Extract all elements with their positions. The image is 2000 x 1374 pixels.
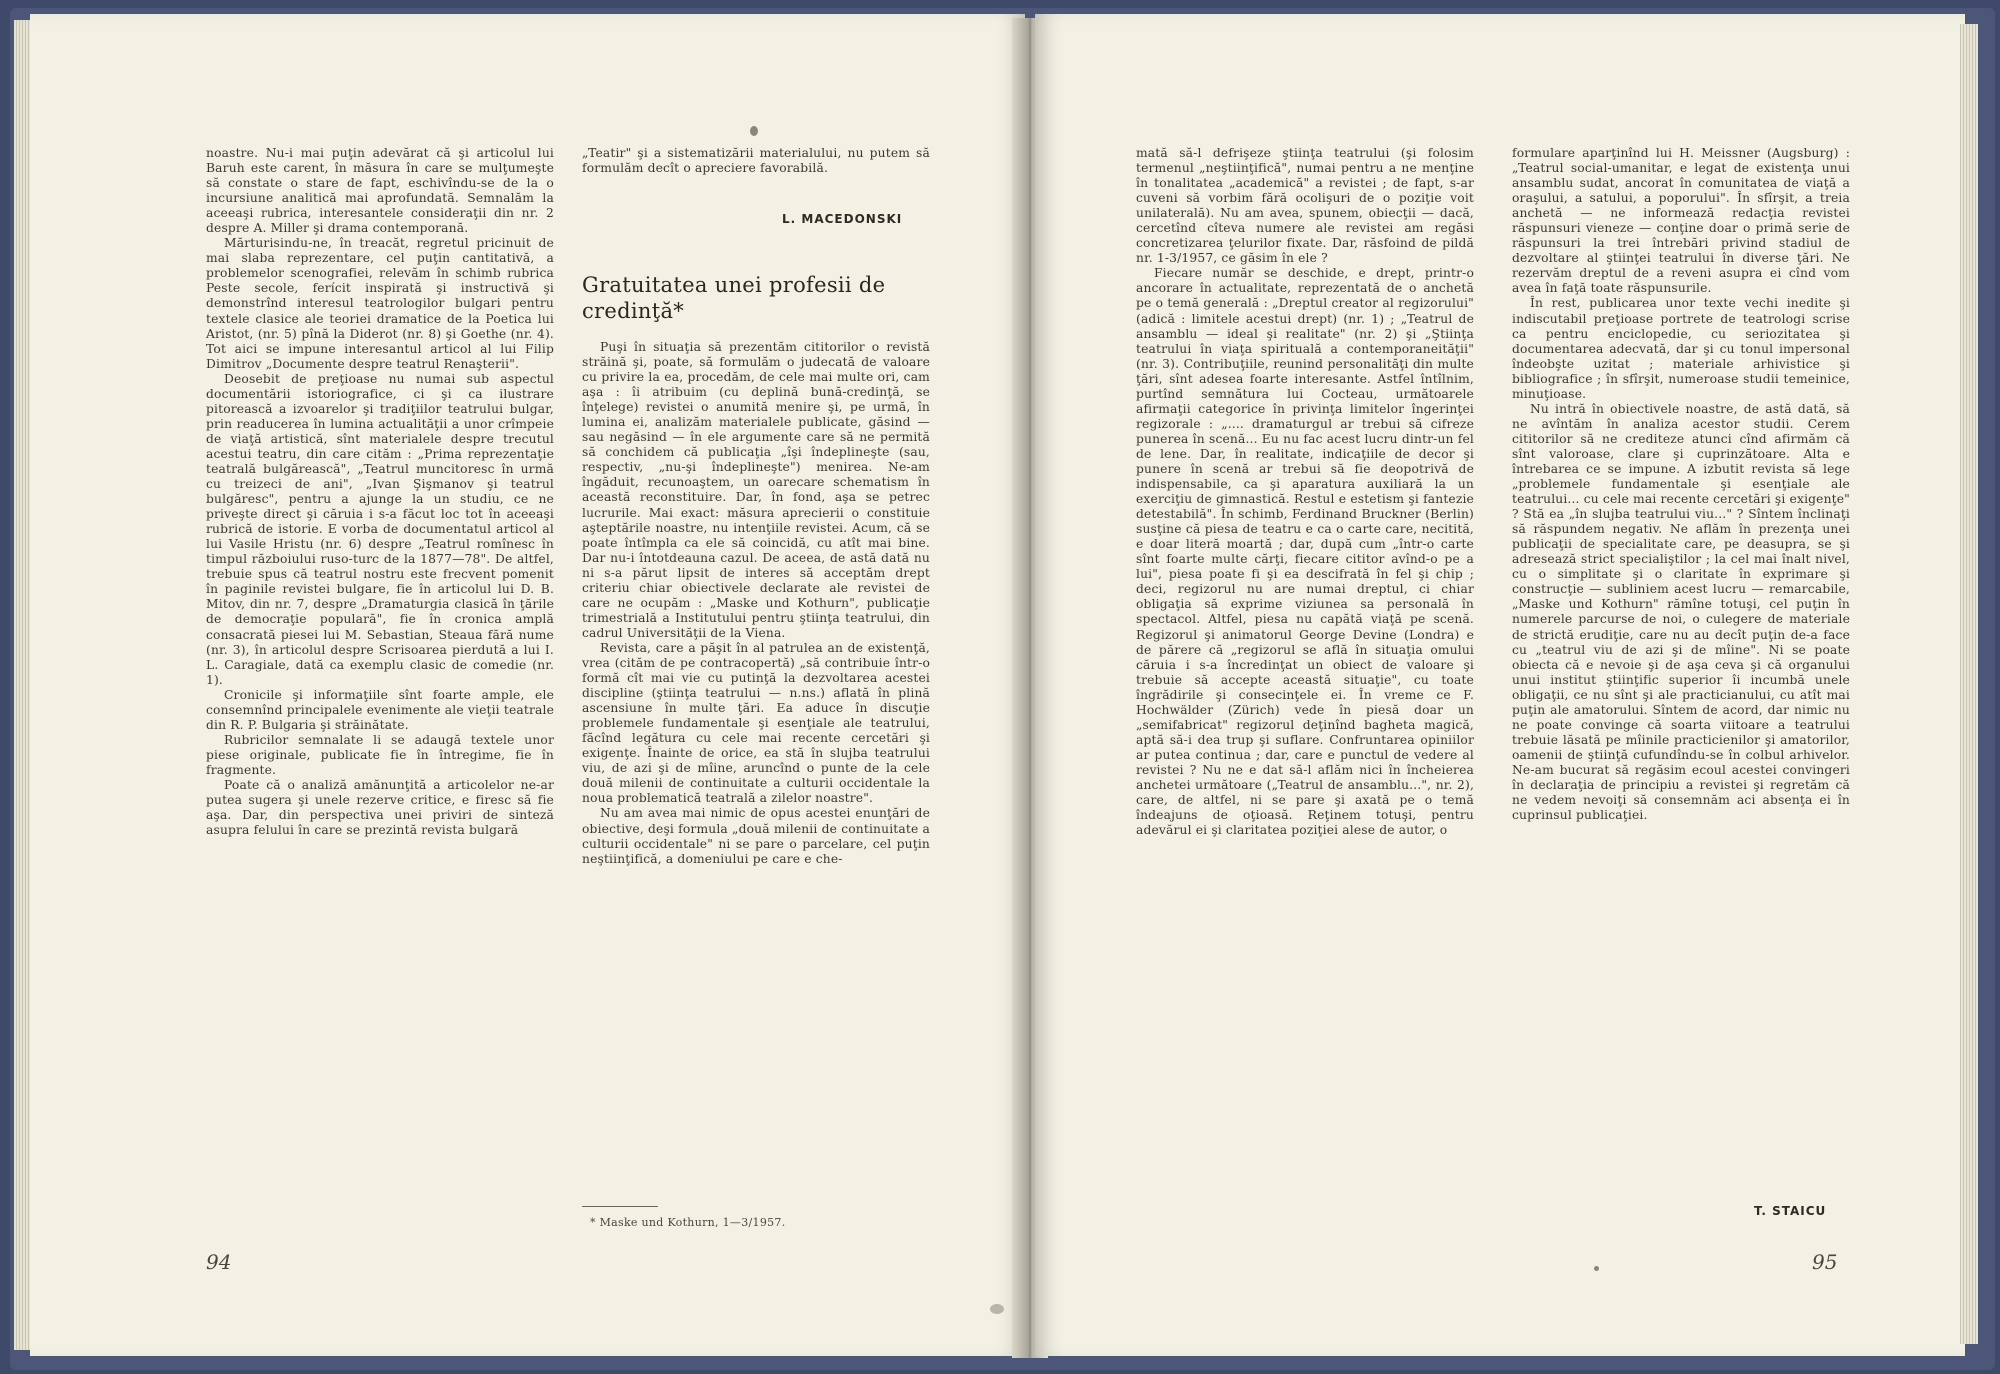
paragraph: Nu intră în obiectivele noastre, de astă dată, să ne avîntăm în analiza acestor studii. Cerem cititorilor să ne crediteze atunci cînd afirmăm că sînt valoroase, clare şi cuprinzătoare. Alta e întrebarea ce se impune. A izbutit revista să lege „problemele fundamentale şi esenţiale ale teatrului... cu cele mai recente cercetări şi exigenţe" ? Stă ea „în slujba teatrului viu..." ? Sîntem înclinaţi să răspundem negativ. Ne aflăm în prezenţa unei publicaţii de specialitate care, pe deasupra, se şi adresează strict specialiştilor ; la cel mai înalt nivel, cu o simplitate şi o claritate în exprimare şi construcţie — subliniem acest lucru — remarcabile, „Maske und Kothurn" rămîne totuşi, cel puţin în numerele parcurse de noi, o culegere de materiale de strictă erudiţie, care nu au decît puţin de-a face cu „teatrul viu de azi şi de mîine". Ni se poate obiecta că e nevoie şi de aşa ceva şi că organului unui institut ştiinţific superior îi incumbă unele obligaţii, ce nu sînt şi ale practicianului, cu atît mai puţin ale amatorului. Sîntem de acord, dar nimic nu ne poate convinge că soarta viitoare a teatrului trebuie lăsată pe mîinile practicienilor şi amatorilor, oamenii de ştiinţă cufundîndu-se în colbul arhivelor. Ne-am bucurat să regăsim ecoul acestei convingeri în declaraţia de principiu a revistei şi regretăm că ne vedem nevoiţi să consemnăm aci absenţa ei în cuprinsul publicaţiei. <box>1512 401 1850 823</box>
article-title: Gratuitatea unei profesii de credinţă* <box>582 273 886 323</box>
ink-speck <box>990 1304 1004 1314</box>
paragraph: Deosebit de preţioase nu numai sub aspectul documentării istoriografice, ci şi ca ilustrare pitorească a izvoarelor şi tradiţiilor teatrului bulgar, prin readucerea în lumina actualităţii a unor crîmpeie de viaţă artistică, sînt materialele despre trecutul acestui teatru, din care cităm : „Prima reprezentaţie teatrală bulgărească", „Teatrul muncitoresc în urmă cu treizeci de ani", „Ivan Şişmanov şi teatrul bulgăresc", pentru a ajunge la un studiu, ce ne priveşte direct şi căruia i s-a făcut loc tot în aceeaşi rubrică de istorie. E vorba de documentatul articol al lui Vasile Hristu (nr. 6) despre „Teatrul romînesc în timpul războiului ruso-turc de la 1877—78". De altfel, trebuie spus că teatrul nostru este frecvent pomenit în paginile revistei bulgare, fie în articolul lui D. B. Mitov, din nr. 7, despre „Dramaturgia clasică în ţările de democraţie populară", fie în cronica amplă consacrată piesei lui M. Sebastian, Steaua fără nume (nr. 3), în articolul despre Scrisoarea pierdută a lui I. L. Caragiale, dată ca exemplu clasic de comedie (nr. 1). <box>206 371 554 687</box>
left-page-column-1 <box>206 146 554 838</box>
footnote: * Maske und Kothurn, 1—3/1957. <box>590 1216 786 1229</box>
paragraph: Revista, care a păşit în al patrulea an de existenţă, vrea (cităm de pe contracopertă) „să contribuie într-o formă cît mai vie cu putinţă la dezvoltarea acestei discipline (ştiinţa teatrului — n.ns.) aflată în plină ascensiune în multe ţări. Ea aduce în discuţie problemele fundamentale şi esenţiale ale teatrului, făcînd legătura cu cele mai recente cercetări şi exigenţe. Înainte de orice, ea stă în slujba teatrului viu, de azi şi de mîine, aruncînd o punte de la cele două milenii de continuitate a culturii occidentale la noua problematică teatrală a zilelor noastre". <box>582 640 930 806</box>
paragraph: În rest, publicarea unor texte vechi inedite şi indiscutabil preţioase portrete de teatrologi scrise ca pentru enciclopedie, cu seriozitatea şi documentarea adecvată, dar şi cu tonul impersonal îndeobşte uzitat ; materiale arhivistice şi bibliografice ; în sfîrşit, numeroase studii temeinice, minuţioase. <box>1512 296 1850 401</box>
ink-speck <box>1594 1266 1599 1271</box>
paragraph: formulare aparţinînd lui H. Meissner (Augsburg) : „Teatrul social-umanitar, e legat de existenţa unui ansamblu sudat, ancorat în comunitatea de viaţă a oraşului, a satului, a poporului". În sfîrşit, a treia anchetă — ne informează redacţia revistei răspunsuri vieneze — conţine doar o primă serie de răspunsuri la trei întrebări privind stadiul de dezvoltare al ştiinţei teatrului în diverse ţări. Ne rezervăm dreptul de a reveni asupra ei cînd vom avea în faţă toate răspunsurile. <box>1512 146 1850 296</box>
left-page-column-2 <box>582 340 930 867</box>
paragraph: Cronicile şi informaţiile sînt foarte ample, ele consemnînd principalele evenimente ale vieţii teatrale din R. P. Bulgaria şi străinătate. <box>206 687 554 732</box>
left-page <box>30 14 1025 1356</box>
page-number-left: 94 <box>206 1250 232 1274</box>
paragraph: Mărturisindu-ne, în treacăt, regretul pricinuit de mai slaba reprezentare, cel puţin cantitativă, a problemelor scenografiei, relevăm în schimb rubrica Peste secole, ferícit inspirată şi instructivă şi demonstrînd interesul teatrologilor bulgari pentru textele clasice ale teoriei dramatice de la Poetica lui Aristot, (nr. 5) pînă la Diderot (nr. 8) şi Goethe (nr. 4). Tot aici se impune interesantul articol al lui Filip Dimitrov „Documente despre teatrul Renaşterii". <box>206 236 554 371</box>
right-page-column-2 <box>1512 146 1850 823</box>
paragraph: mată să-l defrişeze ştiinţa teatrului (şi folosim termenul „neştiinţifică", numai pentru a ne menţine în tonalitatea „academică" a revistei ; de fapt, s-ar cuveni să vorbim fără ocolişuri de o poziţie voit unilaterală). Nu am avea, spunem, obiecţii — dacă, cercetînd cîteva numere ale revistei am regăsi concretizarea ţelurilor fixate. Dar, răsfoind de pildă nr. 1-3/1957, ce găsim în ele ? <box>1136 146 1474 266</box>
paragraph: noastre. Nu-i mai puţin adevărat că şi articolul lui Baruh este carent, în măsura în care se mulţumeşte să constate o stare de fapt, eschivîndu-se de la o incursiune analitică mai aprofundată. Semnalăm la aceeaşi rubrica, interesantele consideraţii din nr. 2 despre A. Miller şi drama contemporană. <box>206 146 554 236</box>
paragraph: Puşi în situaţia să prezentăm cititorilor o revistă străină şi, poate, să formulăm o judecată de valoare cu privire la ea, procedăm, de cele mai multe ori, cam aşa : îi atribuim (cu deplină bună-credinţă, se înţelege) revistei o anumită menire şi, pe urmă, în lumina ei, analizăm materialele publicate, găsind — sau negăsind — în ele argumente care să ne permită să conchidem că publicaţia „îşi îndeplineşte (sau, respectiv, „nu-şi îndeplineşte") menirea. Ne-am îngăduit, recunoaştem, un oarecare schematism în această reconstituire. Dar, în fond, aşa se petrec lucrurile. Mai exact: măsura aprecierii o constituie aşteptările noastre, nu intenţiile revistei. Acum, că se poate întîmpla ca ele să coincidă, cu atît mai bine. Dar nu-i întotdeauna cazul. De aceea, de astă dată nu ni s-a părut lipsit de interes să acceptăm drept criteriu chiar obiectivele declarate ale revistei de care ne ocupăm : „Maske und Kothurn", publicaţie trimestrială a Institutului pentru ştiinţa teatrului, din cadrul Universităţii de la Viena. <box>582 340 930 640</box>
paragraph: Rubricilor semnalate li se adaugă textele unor piese originale, publicate fie în întregime, fie în fragmente. <box>206 732 554 777</box>
paragraph: Poate că o analiză amănunţită a articolelor ne-ar putea sugera şi unele rezerve critice, e firesc să fie aşa. Dar, din perspectiva unei priviri de sinteză asupra felului în care se prezintă revista bulgară <box>206 777 554 838</box>
right-page-edges <box>1960 24 1978 1344</box>
paragraph: „Teatir" şi a sistematizării materialului, nu putem să formulăm decît o apreciere favorabilă. <box>582 146 930 176</box>
left-page-column-2-top <box>582 146 930 176</box>
right-page <box>1035 14 1965 1356</box>
signature-staicu: T. STAICU <box>1754 1204 1827 1218</box>
footnote-rule <box>582 1206 658 1207</box>
signature-macedonski: L. MACEDONSKI <box>782 212 903 226</box>
paragraph: Nu am avea mai nimic de opus acestei enunţări de obiective, deşi formula „două milenii de continuitate a culturii occidentale" ni se pare o parcelare, cel puţin neştiinţifică, a domeniului pe care e che- <box>582 806 930 866</box>
right-page-column-1 <box>1136 146 1474 838</box>
ink-speck <box>750 126 758 136</box>
paragraph: Fiecare număr se deschide, e drept, printr-o ancorare în actualitate, reprezentată de o anchetă pe o temă generală : „Dreptul creator al regizorului" (adică : limitele acestui drept) (nr. 1) ; „Teatrul de ansamblu — ideal şi realitate" (nr. 2) şi „Ştiinţa teatrului în viaţa spirituală a contemporaneităţii" (nr. 3). Contribuţiile, reunind personalităţi din multe ţări, sînt adesea foarte interesante. Astfel întîlnim, purtînd semnătura lui Cocteau, următoarele afirmaţii categorice în privinţa limitelor îngerinţei regizorale : „.... dramaturgul ar trebui să cifreze punerea în scenă... Eu nu fac acest lucru dintr-un fel de lene. Dar, în realitate, indicaţiile de decor şi punere în scenă ar trebui să fie deopotrivă de indispensabile, ca şi aparatura auxiliară la un exerciţiu de gimnastică. Restul e estetism şi fantezie detestabilă". În schimb, Ferdinand Bruckner (Berlin) susţine că piesa de teatru e ca o carte care, necitită, e doar literă moartă ; dar, după cum „într-o carte sînt foarte multe cărţi, fiecare cititor avînd-o pe a lui", piesa poate fi şi ea descifrată în fel şi chip ; deci, regizorul nu are numai dreptul, ci chiar obligaţia să exprime viziunea sa personală în spectacol. Altfel, piesa nu capătă viaţă pe scenă. Regizorul şi animatorul George Devine (Londra) e de părere că „regizorul se află în situaţia omului căruia i s-a încredinţat un obiect de valoare şi trebuie să accepte această situaţie", cu toate îngrădirile şi consecinţele ei. În vreme ce F. Hochwälder (Zürich) vede în piesă doar un „semifabricat" regizorul deţinînd bagheta magică, aptă să-i dea trup şi suflare. Confruntarea opiniilor ar putea continua ; dar, care e punctul de vedere al revistei ? Nu ne e dat să-l aflăm nici în încheierea anchetei următoare („Teatrul de ansamblu...", nr. 2), care, de altfel, ni se pare şi axată pe o temă îndeajuns de oţioasă. Reţinem totuşi, pentru adevărul ei şi claritatea poziţiei alese de autor, o <box>1136 266 1474 838</box>
page-number-right: 95 <box>1812 1250 1838 1274</box>
